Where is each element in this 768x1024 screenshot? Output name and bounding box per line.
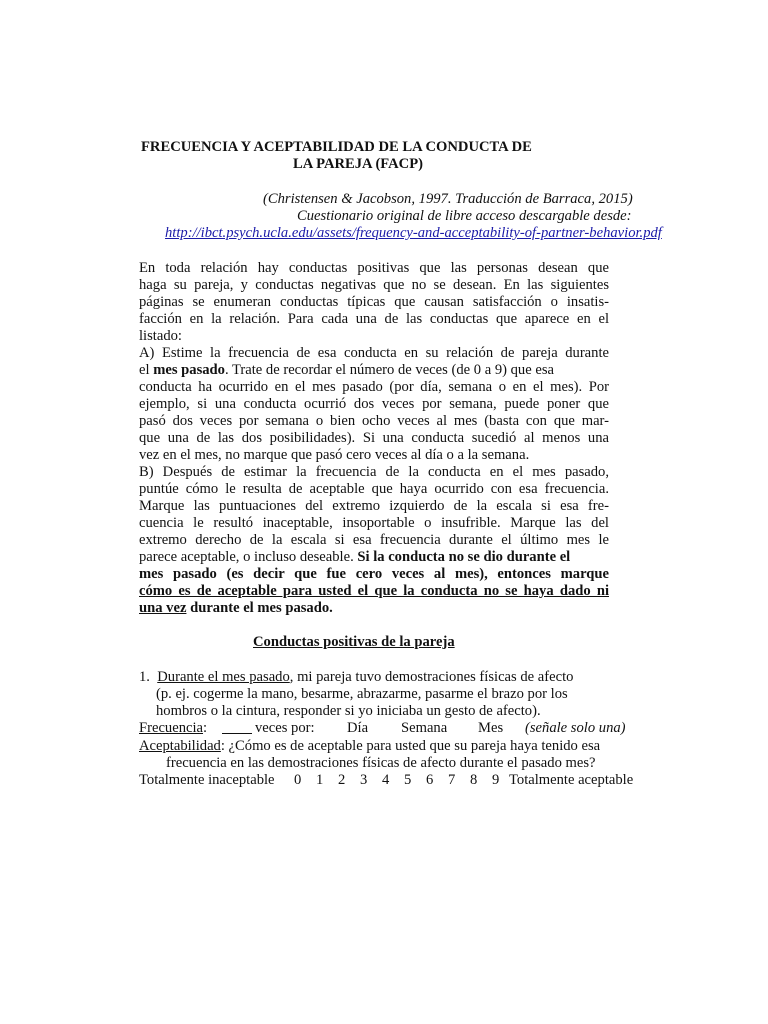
instruction-b-line: cuencia le resultó inaceptable, insoportable o insufrible. Marque las del: [139, 515, 609, 531]
scale-value-6[interactable]: 6: [426, 772, 434, 788]
section-title: Conductas positivas de la pareja: [253, 634, 455, 650]
item-lead-underlined: Durante el mes pasado: [157, 669, 290, 685]
instruction-b-line: Marque las puntuaciones del extremo izquierdo de la escala si esa fre-: [139, 498, 609, 514]
intro-line: haga su pareja, y conductas negativas que no se desean. En las siguientes: [139, 277, 609, 293]
acceptability-question: : ¿Cómo es de aceptable para usted que su pareja haya tenido esa: [220, 738, 601, 754]
bold-mes-pasado: mes pasado: [153, 362, 225, 378]
citation: (Christensen & Jacobson, 1997. Traducción de Barraca, 2015): [263, 191, 633, 207]
instruction-b-line: [139, 549, 609, 566]
instruction-a-line: que una de las dos posibilidades). Si una conducta sucedió al menos una: [139, 430, 609, 446]
intro-line: En toda relación hay conductas positivas que las personas desean que: [139, 260, 609, 276]
instruction-a-line: [139, 362, 609, 379]
intro-paragraph: [139, 260, 609, 617]
item-lead-rest: , mi pareja tuvo demostraciones físicas de afecto: [289, 669, 574, 685]
acceptability-question-line-2: frecuencia en las demostraciones físicas de afecto durante el pasado mes?: [166, 755, 596, 771]
option-mes[interactable]: Mes: [478, 720, 504, 736]
item-number: 1.: [139, 669, 150, 685]
item-1-example-line: (p. ej. cogerme la mano, besarme, abrazarme, pasarme el brazo por los: [156, 686, 568, 702]
bold-underlined-line: cómo es de aceptable para usted el que la conducta no se haya dado ni: [139, 583, 609, 599]
intro-line: páginas se enumeran conductas típicas que causan satisfacción o insatis-: [139, 294, 609, 310]
frequency-blank-input[interactable]: [222, 721, 252, 734]
instruction-a-line: pasó dos veces por semana o bien ocho veces al mes (basta con que mar-: [139, 413, 609, 429]
frequency-veces-label: veces por:: [255, 720, 315, 736]
scale-value-1[interactable]: 1: [316, 772, 324, 788]
scale-value-8[interactable]: 8: [470, 772, 478, 788]
underlined-fragment: una vez: [139, 600, 187, 616]
instruction-a-line: ejemplo, si una conducta ocurrió dos veces por semana, puede poner que: [139, 396, 609, 412]
title-line-1: FRECUENCIA Y ACEPTABILIDAD DE LA CONDUCTA DE: [141, 139, 532, 155]
acceptability-row: [139, 738, 600, 755]
text-fragment: parece aceptable, o incluso deseable.: [139, 549, 358, 565]
bold-instruction-line: [139, 600, 609, 617]
frequency-row: [139, 720, 207, 737]
text-fragment: durante el mes pasado.: [186, 600, 333, 616]
frequency-label: Frecuencia: [139, 720, 204, 736]
item-1-lead: [139, 669, 573, 686]
scale-value-4[interactable]: 4: [382, 772, 390, 788]
item-1-example-line: hombros o la cintura, responder si yo iniciaba un gesto de afecto).: [156, 703, 541, 719]
scale-value-5[interactable]: 5: [404, 772, 412, 788]
scale-value-9[interactable]: 9: [492, 772, 500, 788]
intro-line: listado:: [139, 328, 182, 344]
bold-fragment: Si la conducta no se dio durante el: [357, 549, 571, 565]
source-note: Cuestionario original de libre acceso descargable desde:: [297, 208, 632, 224]
instruction-a-line: conducta ha ocurrido en el mes pasado (por día, semana o en el mes). Por: [139, 379, 609, 395]
scale-value-2[interactable]: 2: [338, 772, 346, 788]
instruction-a-line: vez en el mes, no marque que pasó cero veces al día o a la semana.: [139, 447, 530, 463]
acceptability-label: Aceptabilidad: [139, 738, 221, 754]
text-fragment: . Trate de recordar el número de veces (de 0 a 9) que esa: [224, 362, 554, 378]
frequency-note: (señale solo una): [525, 720, 626, 736]
scale-value-3[interactable]: 3: [360, 772, 368, 788]
scale-left-label: Totalmente inaceptable: [139, 772, 275, 788]
instruction-a-line: A) Estime la frecuencia de esa conducta en su relación de pareja durante: [139, 345, 609, 361]
scale-value-0[interactable]: 0: [294, 772, 302, 788]
text-fragment: el: [139, 362, 154, 378]
frequency-separator: :: [203, 720, 208, 736]
scale-value-7[interactable]: 7: [448, 772, 456, 788]
title-line-2: LA PAREJA (FACP): [293, 156, 423, 172]
source-link[interactable]: http://ibct.psych.ucla.edu/assets/frequency-and-acceptability-of-partner-behavior.pdf: [165, 225, 662, 241]
instruction-b-line: B) Después de estimar la frecuencia de la conducta en el mes pasado,: [139, 464, 609, 480]
option-dia[interactable]: Día: [347, 720, 369, 736]
option-semana[interactable]: Semana: [401, 720, 448, 736]
instruction-b-line: puntúe cómo le resulta de aceptable que haya ocurrido con esa frecuencia.: [139, 481, 609, 497]
intro-line: facción en la relación. Para cada una de las conductas que aparece en el: [139, 311, 609, 327]
scale-right-label: Totalmente aceptable: [509, 772, 634, 788]
acceptability-scale: [294, 772, 504, 789]
bold-instruction-line: mes pasado (es decir que fue cero veces al mes), entonces marque: [139, 566, 609, 582]
instruction-b-line: extremo derecho de la escala si esa frecuencia durante el último mes le: [139, 532, 609, 548]
